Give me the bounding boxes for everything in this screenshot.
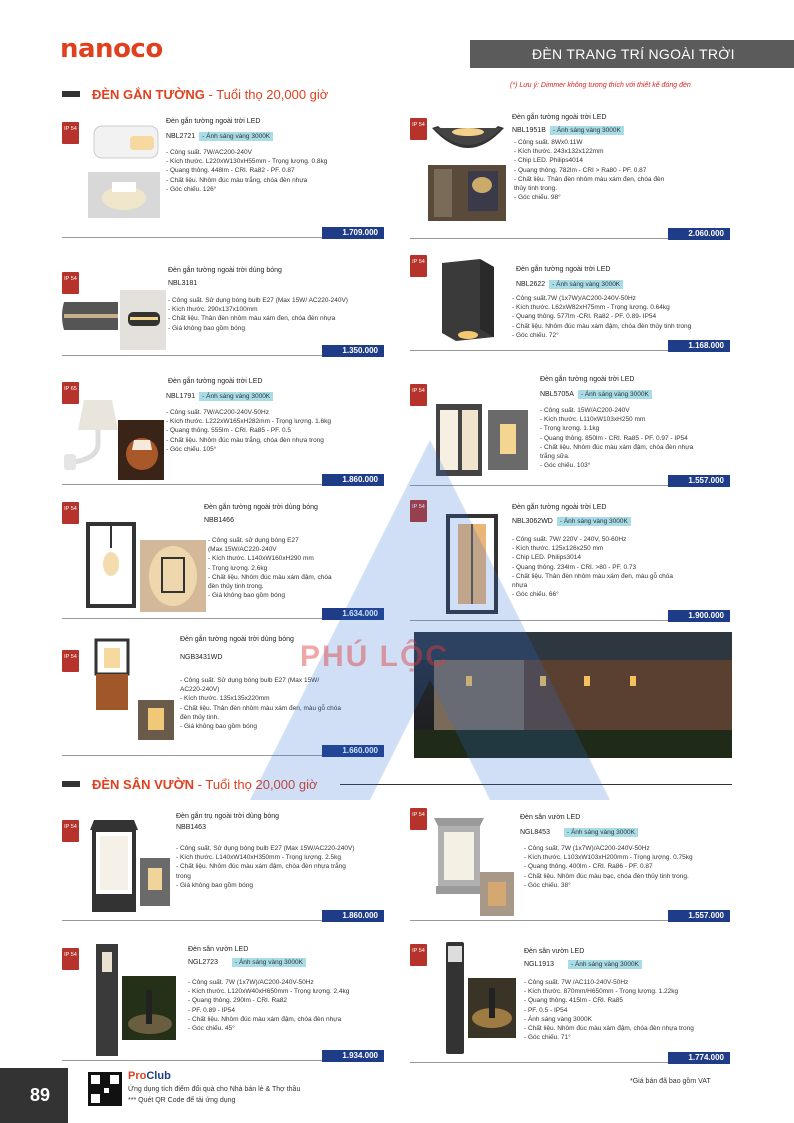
ip-badge: IP 65 bbox=[62, 382, 79, 404]
page-title: ĐÈN TRANG TRÍ NGOÀI TRỜI bbox=[470, 40, 794, 68]
product-specs: - Công suất. Sử dụng bóng bulb E27 (Max 15W/ AC220-240V) - Kích thước. 290x137x100mm - Chất liệu. Thân đèn nhôm màu xám đen, chóa đèn nhựa - Giá không bao gồm bóng bbox=[168, 297, 348, 332]
product-photo-ngl8453 bbox=[480, 872, 514, 916]
product-code: NGB3431WD bbox=[180, 654, 223, 661]
price-badge: 1.557.000 bbox=[668, 475, 730, 487]
proclub-description: Ứng dụng tích điểm đổi quà cho Nhà bán lẻ & Thợ thầu bbox=[128, 1086, 301, 1093]
price-badge: 1.860.000 bbox=[322, 910, 384, 922]
product-specs: - Công suất. sử dụng bóng E27 (Max 15W/AC220-240V - Kích thước. L140xW160xH290 mm - Trọng lượng. 2.6kg - Chất liệu. Nhôm đúc màu xám đậm, chóa đèn thủy tinh trong. - Giá không bao gồm bóng bbox=[208, 537, 332, 600]
product-specs: - Công suất. 7W (1x7W)/AC200-240V-50Hz - Kích thước. L120xW40xH650mm - Trọng lượng. 2.4kg - Quang thông. 290lm - CRI. Ra82 - PF. 0.89 - IP54 - Chất liệu. Nhôm đúc màu xám đậm, chóa đèn nhựa - Góc chiếu. 45° bbox=[188, 979, 350, 1033]
product-image-nbl2721 bbox=[90, 120, 165, 168]
product-image-nbl2622 bbox=[432, 255, 502, 345]
product-name: Đèn sân vườn LED bbox=[524, 948, 585, 955]
ip-badge: IP 54 bbox=[62, 650, 79, 672]
product-photo-ngb3431wd bbox=[138, 700, 174, 740]
divider bbox=[410, 350, 668, 351]
product-name: Đèn gắn tường ngoài trời LED bbox=[512, 504, 607, 511]
ip-badge: IP 54 bbox=[62, 502, 79, 524]
product-name: Đèn gắn tường ngoài trời dùng bóng bbox=[180, 636, 294, 643]
product-code: NBL3062WD - Ánh sáng vàng 3000K bbox=[512, 517, 631, 526]
product-specs: - Công suất. 7W/AC200-240V - Kích thước. L220xW130xH55mm - Trọng lượng. 0.8kg - Quang thông. 448lm - CRI. Ra82 - PF. 0.87 - Chất liệu. Nhôm đúc màu trắng, chóa đèn nhựa - Góc chiếu. 126° bbox=[166, 149, 328, 193]
color-temp-tag: - Ánh sáng vàng 3000K bbox=[550, 126, 624, 135]
product-specs: - Công suất. 7W/AC200-240V-50Hz - Kích thước. L222xW165xH282mm - Trọng lượng. 1.6kg - Quang thông. 555lm - CRI. Ra85 - PF. 0.5 - Chất liệu. Nhôm đúc màu trắng, chóa đèn nhựa trong - Góc chiếu. 105° bbox=[166, 409, 331, 453]
section-marker bbox=[62, 91, 80, 97]
qr-instruction: *** Quét QR Code để tải ứng dụng bbox=[128, 1097, 236, 1104]
price-badge: 1.934.000 bbox=[322, 1050, 384, 1062]
section-marker bbox=[62, 781, 80, 787]
color-temp-tag: - Ánh sáng vàng 3000K bbox=[549, 280, 623, 289]
product-code: NBL2622 - Ánh sáng vàng 3000K bbox=[516, 280, 623, 289]
product-photo-nbb1466 bbox=[140, 540, 206, 612]
price-badge: 1.860.000 bbox=[322, 474, 384, 486]
ip-badge: IP 54 bbox=[410, 808, 427, 830]
product-code: NBL5705A - Ánh sáng vàng 3000K bbox=[540, 390, 652, 399]
divider bbox=[410, 920, 668, 921]
product-image-ngl1913 bbox=[440, 938, 470, 1058]
product-specs: - Công suất. Sử dụng bóng bulb E27 (Max 15W/ AC220-240V) - Kích thước. 135x135x220mm - Chất liệu. Thân đèn nhôm màu xám đen, màu gỗ chóa đèn thủy tinh. - Giá không bao gồm bóng bbox=[180, 677, 342, 731]
divider bbox=[62, 1060, 322, 1061]
dimmer-note: (*) Lưu ý: Dimmer không tương thích với thiết kế đóng đèn bbox=[510, 82, 691, 89]
ip-badge: IP 54 bbox=[62, 948, 79, 970]
product-name: Đèn gắn tường ngoài trời LED bbox=[166, 118, 261, 125]
price-badge: 1.557.000 bbox=[668, 910, 730, 922]
product-code: NBL1791 - Ánh sáng vàng 3000K bbox=[166, 392, 273, 401]
product-specs: - Công suất. Sử dụng bóng bulb E27 (Max 15W/AC220-240V) - Kích thước. L140xW140xH350mm - Trọng lượng. 2.5kg - Chất liệu. Nhôm đúc màu xám đậm, chóa đèn nhựa trắng trong - Giá không bao gồm bóng bbox=[176, 845, 355, 889]
section-title: ĐÈN GẮN TƯỜNG - Tuổi thọ 20,000 giờ bbox=[92, 86, 329, 102]
product-photo-ngl2723 bbox=[122, 976, 176, 1040]
product-specs: - Công suất.7W (1x7W)/AC200-240V-50Hz - Kích thước. L62xW82xH75mm - Trọng lượng. 0.64kg - Quang thông. 577lm -CRI. Ra82 - PF. 0.89- IP54 - Chất liệu. Nhôm đúc màu xám đậm, chóa đèn thủy tinh trong - Góc chiếu. 72° bbox=[512, 295, 692, 339]
color-temp-tag: - Ánh sáng vàng 3000K bbox=[557, 517, 631, 526]
product-specs: - Công suất. 7W (1x7W)/AC200-240V-50Hz - Kích thước. L103xW103xH200mm - Trọng lượng. 0.75kg - Quang thông. 400lm - CRI. Ra86 - PF. 0.87 - Chất liệu. Nhôm đúc màu bạc, chóa đèn thủy tinh trong. - Góc chiếu. 38° bbox=[524, 845, 693, 889]
ip-badge: IP 54 bbox=[62, 820, 79, 842]
divider bbox=[410, 238, 668, 239]
product-code: NGL1913 - Ánh sáng vàng 3000K bbox=[524, 960, 642, 969]
product-code: NBB1463 bbox=[176, 824, 206, 831]
price-badge: 2.060.000 bbox=[668, 228, 730, 240]
product-image-ngb3431wd bbox=[92, 636, 132, 712]
product-photo-nbl1951b bbox=[428, 165, 506, 221]
product-name: Đèn gắn tường ngoài trời dùng bóng bbox=[168, 267, 282, 274]
divider bbox=[410, 1062, 668, 1063]
ip-badge: IP 54 bbox=[410, 944, 427, 966]
product-photo-ngl1913 bbox=[468, 978, 516, 1038]
ip-badge: IP 54 bbox=[62, 122, 79, 144]
vat-note: *Giá bán đã bao gồm VAT bbox=[630, 1078, 711, 1085]
qr-code[interactable] bbox=[88, 1072, 122, 1106]
watermark-logo bbox=[230, 420, 630, 820]
watermark-text: PHÚ LỘC bbox=[300, 640, 449, 673]
price-badge: 1.350.000 bbox=[322, 345, 384, 357]
proclub-brand: ProClub bbox=[128, 1070, 171, 1082]
product-code: NBL3181 bbox=[168, 280, 198, 287]
product-code: NGL2723 - Ánh sáng vàng 3000K bbox=[188, 958, 306, 967]
product-code: NGL8453 - Ánh sáng vàng 3000K bbox=[520, 828, 638, 837]
product-image-nbb1466 bbox=[80, 518, 140, 610]
price-badge: 1.900.000 bbox=[668, 610, 730, 622]
price-badge: 1.709.000 bbox=[322, 227, 384, 239]
product-code: NBL1951B - Ánh sáng vàng 3000K bbox=[512, 126, 624, 135]
page-header bbox=[0, 0, 794, 68]
product-name: Đèn sân vườn LED bbox=[520, 814, 581, 821]
product-photo-nbb1463 bbox=[140, 858, 170, 906]
brand-logo: nanoco bbox=[60, 34, 163, 64]
product-name: Đèn gắn tường ngoài trời dùng bóng bbox=[204, 504, 318, 511]
color-temp-tag: - Ánh sáng vàng 3000K bbox=[199, 392, 273, 401]
product-name: Đèn gắn trụ ngoài trời dùng bóng bbox=[176, 813, 280, 820]
ip-badge: IP 54 bbox=[410, 255, 427, 277]
price-badge: 1.168.000 bbox=[668, 340, 730, 352]
product-name: Đèn sân vườn LED bbox=[188, 946, 249, 953]
product-image-nbb1463 bbox=[88, 812, 140, 916]
divider bbox=[62, 355, 322, 356]
product-specs: - Công suất. 7W/ 220V - 240V, 50-60Hz - Kích thước. 125x126x250 mm - Chip LED. Philips3014 - Quang thông. 234lm - CRI. >80 - PF. 0.73 - Chất liệu. Thân đèn nhôm màu xám đen, màu gỗ chóa nhựa - Góc chiếu. 66° bbox=[512, 536, 674, 599]
product-name: Đèn gắn tường ngoài trời LED bbox=[516, 266, 611, 273]
color-temp-tag: - Ánh sáng vàng 3000K bbox=[568, 960, 642, 969]
price-badge: 1.660.000 bbox=[322, 745, 384, 757]
product-name: Đèn gắn tường ngoài trời LED bbox=[168, 378, 263, 385]
product-photo-nbl1791 bbox=[118, 420, 164, 480]
section-title: ĐÈN SÂN VƯỜN - Tuổi thọ 20,000 giờ bbox=[92, 776, 318, 792]
product-name: Đèn gắn tường ngoài trời LED bbox=[540, 376, 635, 383]
product-code: NBL2721 - Ánh sáng vàng 3000K bbox=[166, 132, 273, 141]
ip-badge: IP 54 bbox=[62, 272, 79, 294]
color-temp-tag: - Ánh sáng vàng 3000K bbox=[564, 828, 638, 837]
product-image-nbl1791 bbox=[62, 396, 122, 482]
product-image-nbl3181 bbox=[62, 296, 120, 334]
page-number: 89 bbox=[0, 1068, 68, 1123]
product-code: NBB1466 bbox=[204, 517, 234, 524]
product-photo-nbl2721 bbox=[88, 172, 160, 218]
divider bbox=[62, 237, 322, 238]
product-name: Đèn gắn tường ngoài trời LED bbox=[512, 114, 607, 121]
color-temp-tag: - Ánh sáng vàng 3000K bbox=[232, 958, 306, 967]
product-specs: - Công suất. 15W/AC200-240V - Kích thước. L110xW103xH250 mm - Trọng lượng. 1.1kg - Quang thông. 850lm - CRI. Ra85 - PF. 0.97 - IP54 - Chất liệu. Nhôm đúc màu xám đậm, chóa đèn nhựa trắng sữa. - Góc chiếu. 103° bbox=[540, 407, 694, 470]
section-header-wall bbox=[62, 86, 328, 102]
price-badge: 1.774.000 bbox=[668, 1052, 730, 1064]
product-image-nbl1951b bbox=[428, 118, 508, 166]
color-temp-tag: - Ánh sáng vàng 3000K bbox=[578, 390, 652, 399]
ip-badge: IP 54 bbox=[410, 384, 427, 406]
product-photo-nbl3181 bbox=[120, 290, 166, 350]
ip-badge: IP 54 bbox=[410, 500, 427, 522]
color-temp-tag: - Ánh sáng vàng 3000K bbox=[199, 132, 273, 141]
divider bbox=[62, 920, 322, 921]
product-specs: - Công suất. 7W /AC110-240V-50Hz - Kích thước. 870mm/H650mm - Trọng lượng. 1.22kg - Quang thông. 415lm - CRI. Ra85 - PF. 0.5 - IP54 - Ánh sáng vàng 3000K - Chất liệu. Nhôm đúc màu xám đậm, chóa đèn nhựa trong - Góc chiếu. 71° bbox=[524, 979, 694, 1042]
price-badge: 1.634.000 bbox=[322, 608, 384, 620]
ip-badge: IP 54 bbox=[410, 118, 427, 140]
product-specs: - Công suất. 8Wx0.11W - Kích thước. 243x132x122mm - Chip LED. Philips4014 - Quang thông. 782lm - CRI > Ra80 - PF. 0.87 - Chất liệu. Thân đèn nhôm màu xám đen, chóa đèn thủy tinh trong. - Góc chiếu. 98° bbox=[514, 139, 665, 202]
